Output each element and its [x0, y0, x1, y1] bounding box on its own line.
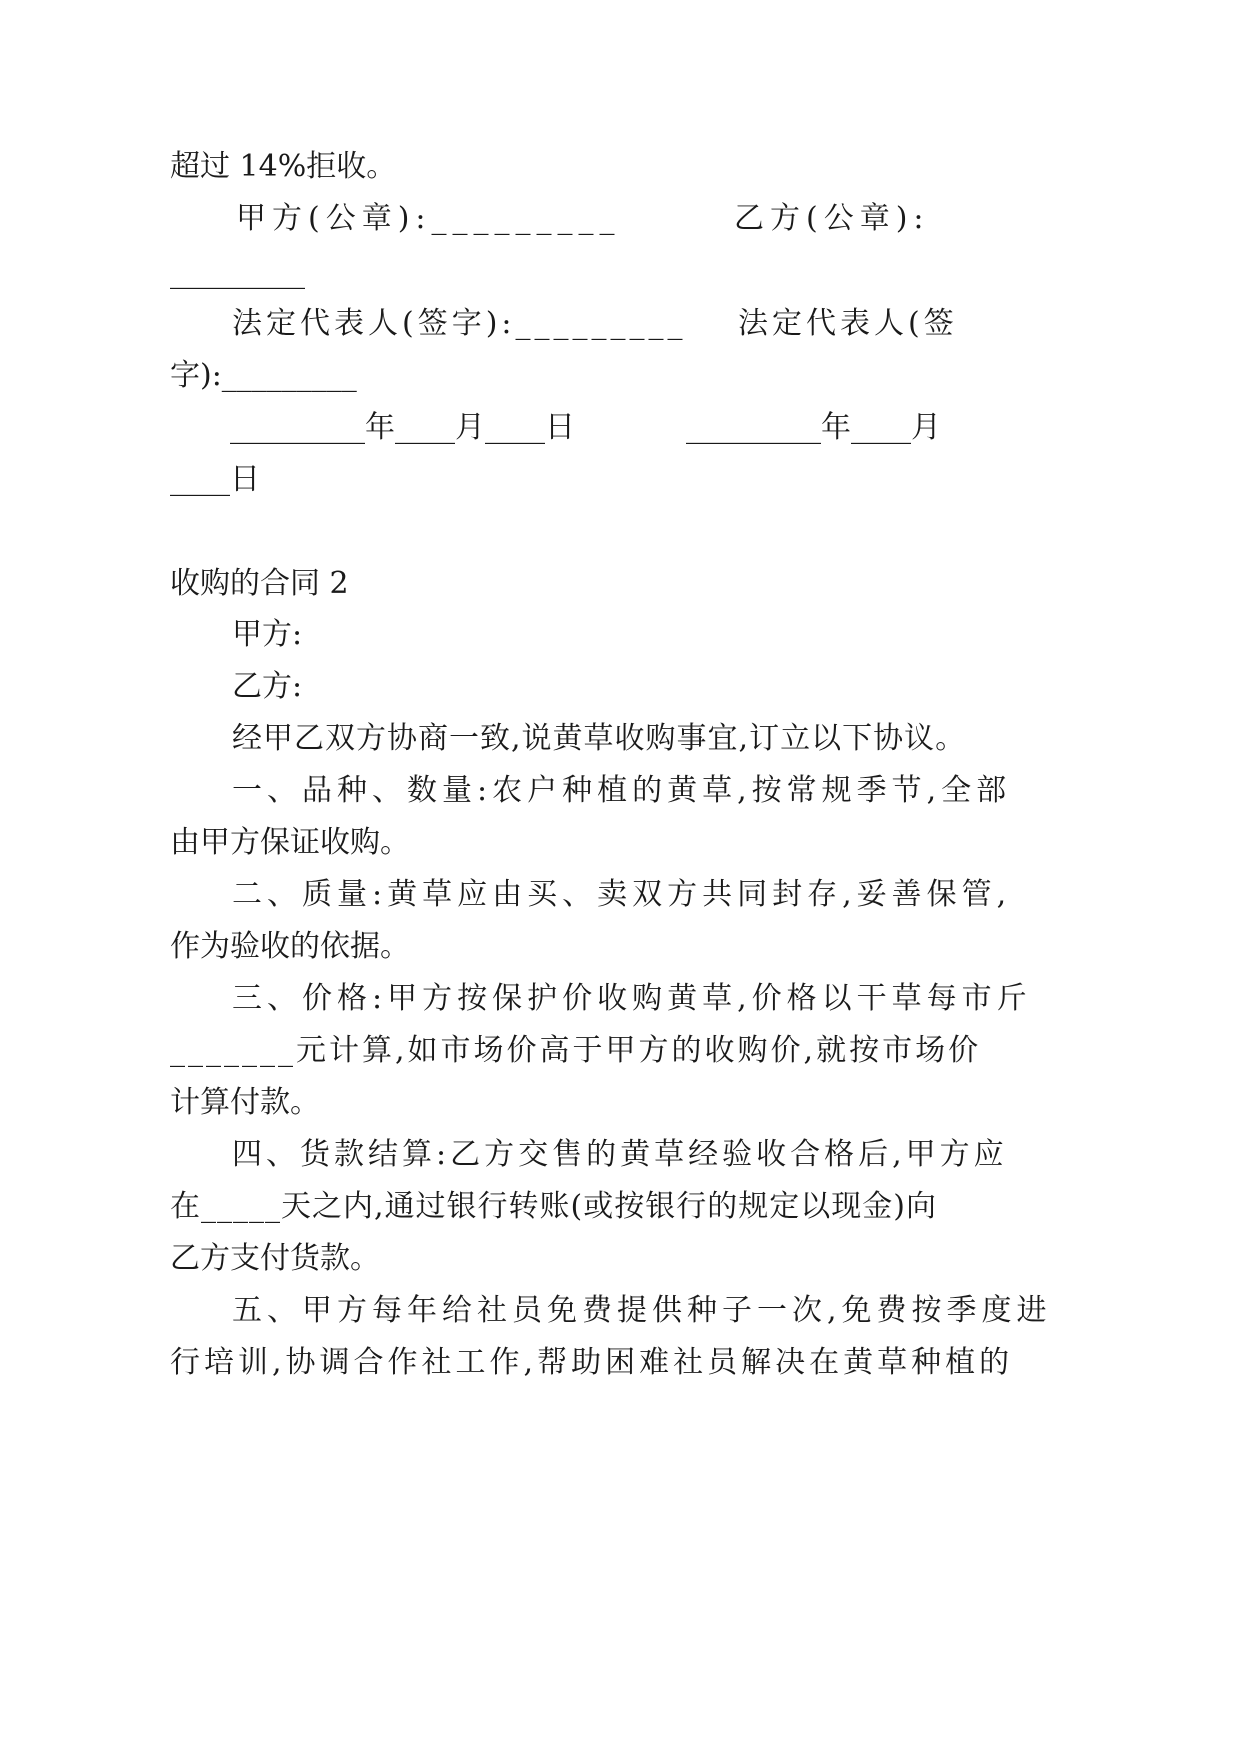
- date-a: _________年____月____日: [230, 410, 575, 445]
- party-b-label: 乙方:: [232, 669, 303, 704]
- preamble: 经甲乙双方协商一致,说黄草收购事宜,订立以下协议。: [232, 721, 967, 756]
- clause1-line2: 由甲方保证收购。: [170, 825, 410, 860]
- clause4-line3: 乙方支付货款。: [170, 1241, 380, 1276]
- clause3-line2: _______元计算,如市场价高于甲方的收购价,就按市场价: [170, 1033, 982, 1068]
- party-b-seal-blank: _________: [170, 255, 305, 290]
- clause5-line2: 行培训,协调合作社工作,帮助困难社员解决在黄草种植的: [170, 1345, 1014, 1380]
- clause3-line1: 三、价格:甲方按保护价收购黄草,价格以干草每市斤: [232, 981, 1032, 1016]
- contract2-title: 收购的合同 2: [170, 566, 349, 601]
- intro-line: 超过 14%拒收。: [170, 149, 397, 184]
- clause1-line1: 一、品种、数量:农户种植的黄草,按常规季节,全部: [232, 773, 1012, 808]
- date-b: _________年____月: [686, 410, 941, 445]
- clause5-line1: 五、甲方每年给社员免费提供种子一次,免费按季度进: [232, 1293, 1052, 1328]
- party-a-label: 甲方:: [232, 617, 303, 652]
- party-b-seal: 乙方(公章):: [734, 201, 930, 236]
- party-b-rep-start: 法定代表人(签: [738, 306, 958, 341]
- clause4-line1: 四、货款结算:乙方交售的黄草经验收合格后,甲方应: [232, 1137, 1008, 1172]
- date-b-end: ____日: [170, 462, 260, 497]
- clause3-line3: 计算付款。: [170, 1085, 320, 1120]
- clause2-line2: 作为验收的依据。: [170, 929, 410, 964]
- party-b-rep-end: 字):_________: [170, 358, 357, 393]
- party-a-rep: 法定代表人(签字):_________: [232, 306, 687, 341]
- clause2-line1: 二、质量:黄草应由买、卖双方共同封存,妥善保管,: [232, 877, 1012, 912]
- party-a-seal: 甲方(公章):_________: [236, 201, 621, 236]
- clause4-line2: 在_____天之内,通过银行转账(或按银行的规定以现金)向: [170, 1189, 937, 1224]
